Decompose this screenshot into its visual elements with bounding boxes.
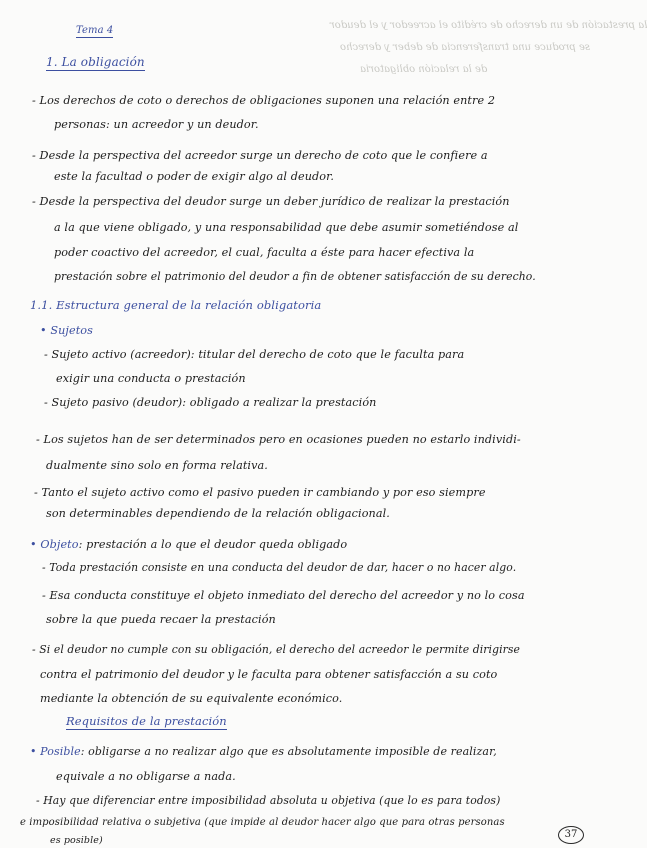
posible-definition: : obligarse a no realizar algo que es absolutamente imposible de realizar,: [80, 745, 497, 758]
text-line: contra el patrimonio del deudor y le faculta para obtener satisfacción a su coto: [40, 668, 498, 681]
text-line: poder coactivo del acreedor, el cual, faculta a éste para hacer efectiva la: [54, 246, 475, 259]
posible-line: [30, 746, 497, 757]
text-line: exigir una conducta o prestación: [56, 372, 246, 385]
text-line: - Esa conducta constituye el objeto inmediato del derecho del acreedor y no lo cosa: [42, 589, 525, 602]
text-line: - Si el deudor no cumple con su obligación, el derecho del acreedor le permite dirigirse: [32, 643, 521, 656]
text-line: e imposibilidad relativa o subjetiva (que impide al deudor hacer algo que para otras personas: [20, 817, 505, 828]
text-line: dualmente sino solo en forma relativa.: [46, 459, 268, 472]
text-line: - Tanto el sujeto activo como el pasivo pueden ir cambiando y por eso siempre: [34, 486, 486, 499]
text-line: - Hay que diferenciar entre imposibilidad absoluta u objetiva (que lo es para todos): [36, 794, 501, 807]
posible-label: • Posible: [30, 745, 81, 758]
text-line: personas: un acreedor y un deudor.: [54, 118, 259, 131]
text-line: - Los derechos de coto o derechos de obligaciones suponen una relación entre 2: [32, 94, 496, 107]
requisitos-title: Requisitos de la prestación: [66, 714, 227, 728]
objeto-definition: : prestación a lo que el deudor queda obligado: [78, 538, 348, 551]
text-line: - Desde la perspectiva del deudor surge un deber jurídico de realizar la prestación: [32, 195, 510, 208]
subsection-title: 1.1. Estructura general de la relación obligatoria: [30, 298, 322, 312]
bleed-through-text: de la relación obligatoria: [360, 64, 488, 75]
text-line: a la que viene obligado, y una responsabilidad que debe asumir sometiéndose al: [54, 221, 519, 234]
bleed-through-text: se produce una transferencia de deber y derecho: [340, 42, 591, 53]
objeto-line: [30, 539, 347, 550]
text-line: - Desde la perspectiva del acreedor surge un derecho de coto que le confiere a: [32, 149, 488, 162]
text-line: - Los sujetos han de ser determinados pero en ocasiones pueden no estarlo individi-: [36, 433, 521, 446]
text-line: - Sujeto activo (acreedor): titular del derecho de coto que le faculta para: [44, 348, 465, 361]
text-line: - Toda prestación consiste en una conducta del deudor de dar, hacer o no hacer algo.: [42, 561, 517, 574]
section-title: 1. La obligación: [46, 55, 145, 69]
text-line: son determinables dependiendo de la relación obligacional.: [46, 507, 390, 520]
sujetos-heading: • Sujetos: [40, 324, 93, 337]
text-line: equivale a no obligarse a nada.: [56, 770, 236, 783]
objeto-heading: • Objeto: [30, 538, 79, 551]
text-line: este la facultad o poder de exigir algo al deudor.: [54, 170, 335, 183]
page-number: 37: [558, 826, 584, 844]
bleed-through-text: la prestación de un derecho de crédito el acreedor y el deudor: [330, 20, 647, 31]
tema-label: Tema 4: [76, 25, 114, 36]
text-line: mediante la obtención de su equivalente económico.: [40, 692, 343, 705]
text-line: es posible): [50, 835, 103, 846]
text-line: prestación sobre el patrimonio del deudor a fin de obtener satisfacción de su derecho.: [54, 270, 536, 283]
text-line: - Sujeto pasivo (deudor): obligado a realizar la prestación: [44, 396, 377, 409]
text-line: sobre la que pueda recaer la prestación: [46, 613, 276, 626]
